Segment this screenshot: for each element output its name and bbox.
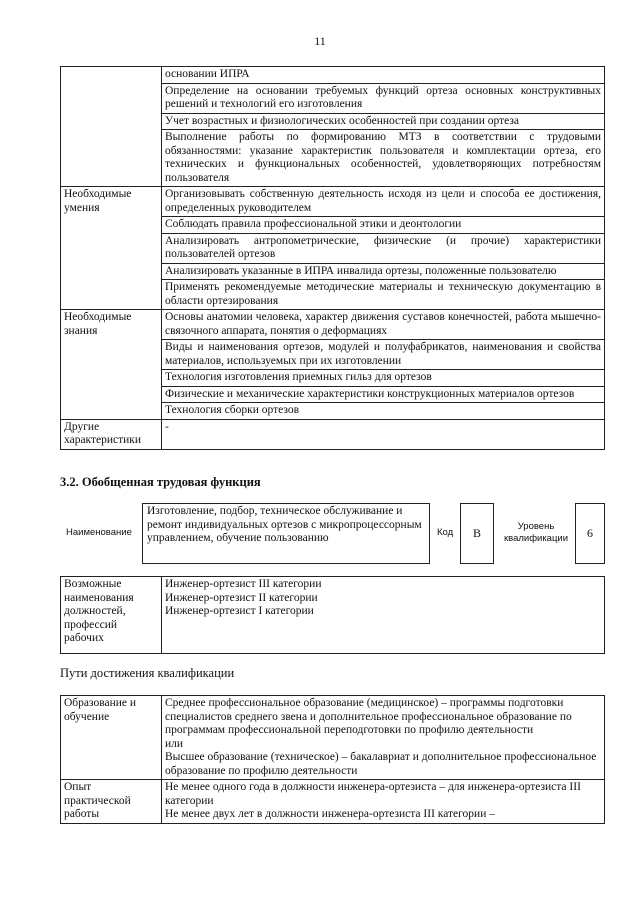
positions-list <box>162 577 605 654</box>
positions-label: Возможные наименования должностей, профессий рабочих <box>61 577 162 654</box>
table-cell: Определение на основании требуемых функций ортеза основных конструктивных решений и технологий его изготовления <box>162 83 605 113</box>
education-cell <box>162 696 605 780</box>
code-value-box: B <box>460 503 494 564</box>
level-value-box: 6 <box>575 503 605 564</box>
code-label: Код <box>437 527 454 538</box>
table-cell: Организовывать собственную деятельность исходя из цели и способа ее достижения, определенных руководителем <box>162 187 605 217</box>
row-label <box>61 67 162 187</box>
table-cell: Анализировать указанные в ИПРА инвалида ортезы, положенные пользователю <box>162 263 605 280</box>
row-label-skills: Необходимые умения <box>61 187 162 310</box>
table-cell: Учет возрастных и физиологических особенностей при создании ортеза <box>162 113 605 130</box>
table-cell: Виды и наименования ортезов, модулей и полуфабрикатов, наименования и свойства материалов, используемых при их изготовлении <box>162 340 605 370</box>
table-cell: - <box>162 419 605 449</box>
position-item: Инженер-ортезист II категории <box>165 591 318 604</box>
function-name-box: Изготовление, подбор, техническое обслуживание и ремонт индивидуальных ортезов с микропроцессорным управлением, обучение пользованию <box>142 503 430 564</box>
experience-cell <box>162 780 605 824</box>
education-line: Среднее профессиональное образование (медицинское) – программы подготовки специалистов среднего звена и дополнительное профессиональное образование по программам профессиональной переподготовки по профилю деятельности <box>165 697 572 736</box>
experience-line: Не менее одного года в должности инженера-ортезиста – для инженера-ортезиста III категории <box>165 781 581 807</box>
positions-table <box>60 576 605 654</box>
education-line: или <box>165 737 184 750</box>
table-cell: Технология сборки ортезов <box>162 403 605 420</box>
table-row <box>61 187 605 217</box>
table-cell: Анализировать антропометрические, физические (и прочие) характеристики пользователей ортезов <box>162 233 605 263</box>
table-cell: Технология изготовления приемных гильз для ортезов <box>162 370 605 387</box>
position-item: Инженер-ортезист I категории <box>165 605 314 617</box>
section-heading: 3.2. Обобщенная трудовая функция <box>60 475 261 489</box>
qualification-paths-table <box>60 695 605 824</box>
paths-heading: Пути достижения квалификации <box>60 666 235 680</box>
row-label-other: Другие характеристики <box>61 419 162 449</box>
table-row <box>61 577 605 654</box>
row-label-knowledge: Необходимые знания <box>61 310 162 420</box>
table-cell: Соблюдать правила профессиональной этики и деонтологии <box>162 217 605 234</box>
education-label: Образование и обучение <box>61 696 162 780</box>
table-cell: Физические и механические характеристики конструкционных материалов ортезов <box>162 386 605 403</box>
education-line: Высшее образование (техническое) – бакалавриат и дополнительное профессиональное образование по профилю деятельности <box>165 751 597 777</box>
page-number: 11 <box>314 34 326 48</box>
table-row <box>61 67 605 84</box>
table-cell: Основы анатомии человека, характер движения суставов конечностей, работа мышечно-связочного аппарата, понятия о деформациях <box>162 310 605 340</box>
table-row <box>61 419 605 449</box>
experience-label: Опыт практической работы <box>61 780 162 824</box>
table-cell: основании ИПРА <box>162 67 605 84</box>
table-row <box>61 696 605 780</box>
table-row <box>61 780 605 824</box>
skills-knowledge-table <box>60 66 605 450</box>
name-label: Наименование <box>66 527 132 538</box>
table-row <box>61 310 605 340</box>
table-cell: Применять рекомендуемые методические материалы и техническую документацию в области ортезирования <box>162 280 605 310</box>
position-item: Инженер-ортезист III категории <box>165 578 322 590</box>
table-cell: Выполнение работы по формированию МТЗ в соответствии с трудовыми обязанностями: указание характеристик пользователя и комплектации ортеза, его технических и функциональных особенностей, удовлетворяющих потребностям пользователя <box>162 130 605 187</box>
experience-line: Не менее двух лет в должности инженера-ортезиста III категории – <box>165 808 495 820</box>
level-label: Уровень квалификации <box>503 521 569 544</box>
